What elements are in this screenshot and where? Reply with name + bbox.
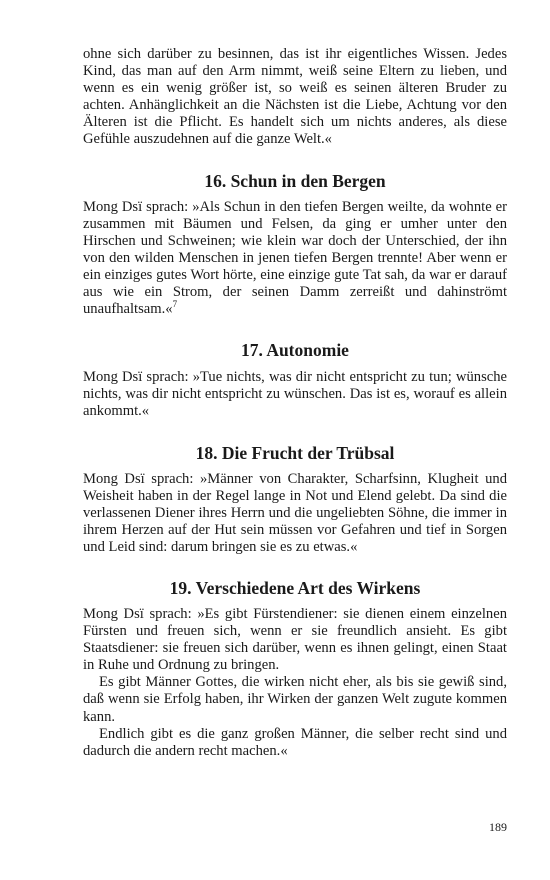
section-paragraph [83, 199, 507, 319]
section-paragraph: Mong Dsï sprach: »Tue nichts, was dir nicht entspricht zu tun; wünsche nichts, was dir nicht entspricht zu wünschen. Das ist es, worauf es allein ankommt.« [83, 369, 507, 420]
section-paragraph: Mong Dsï sprach: »Es gibt Fürstendiener: sie dienen einem einzelnen Fürsten und freuen sich, wenn er sie freundlich ansieht. Es gibt Staatsdiener: sie freuen sich darüber, wenn es ihnen gelingt, einen Staat in Ruhe und Ordnung zu bringen. [83, 605, 507, 674]
section-title: 17. Autonomie [241, 340, 349, 361]
section-paragraph: Endlich gibt es die ganz großen Männer, die selber recht sind und dadurch die andern recht machen.« [83, 725, 507, 759]
page-number: 189 [489, 820, 507, 834]
section-paragraph-text: Mong Dsï sprach: »Als Schun in den tiefen Bergen weilte, da wohnte er zusammen mit Bäumen und Felsen, da ging er umher unter den Hirschen und Schweinen; wie klein war doch der Unterschied, der ihn von den wilden Menschen in jenen tiefen Bergen trennte! Aber wenn er ein einziges gutes Wort hörte, eine einzige gute Tat sah, da war er darauf aus wie ein Strom, der seinen Damm zerreißt und dahinströmt unaufhaltsam.« [83, 198, 507, 318]
section-17 [83, 340, 507, 420]
book-page [83, 46, 507, 760]
footnote-reference: 7 [172, 299, 178, 310]
section-title: 16. Schun in den Bergen [204, 170, 386, 191]
section-16 [83, 171, 507, 319]
section-paragraph: Es gibt Männer Gottes, die wirken nicht eher, als bis sie gewiß sind, daß wenn sie Erfolg haben, ihr Wirken der ganzen Welt zugute kommen kann. [83, 674, 507, 725]
section-paragraph: Mong Dsï sprach: »Männer von Charakter, Scharfsinn, Klugheit und Weisheit haben in der Regel lange in Not und Elend gelebt. Da sind die verlassenen Diener ihres Herrn und die ungeliebten Söhne, die immer in ihrem Herzen auf der Hut sein müssen vor Gefahren und tief in Sorgen und Leid sind: darum bringen sie es zu etwas.« [83, 470, 507, 555]
section-title: 18. Die Frucht der Trübsal [195, 442, 395, 463]
section-title: 19. Verschiedene Art des Wirkens [169, 577, 421, 598]
section-18 [83, 443, 507, 556]
section-19 [83, 578, 507, 760]
intro-paragraph: ohne sich darüber zu besinnen, das ist ihr eigentliches Wissen. Jedes Kind, das man auf den Arm nimmt, weiß seine Eltern zu lieben, und wenn es ein wenig größer ist, so weiß es seinen älteren Bruder zu achten. Anhänglichkeit an die Nächsten ist die Liebe, Achtung vor den Älteren ist die Pflicht. Es handelt sich um nichts anderes, als diese Gefühle auszudehnen auf die ganze Welt.« [83, 46, 507, 148]
